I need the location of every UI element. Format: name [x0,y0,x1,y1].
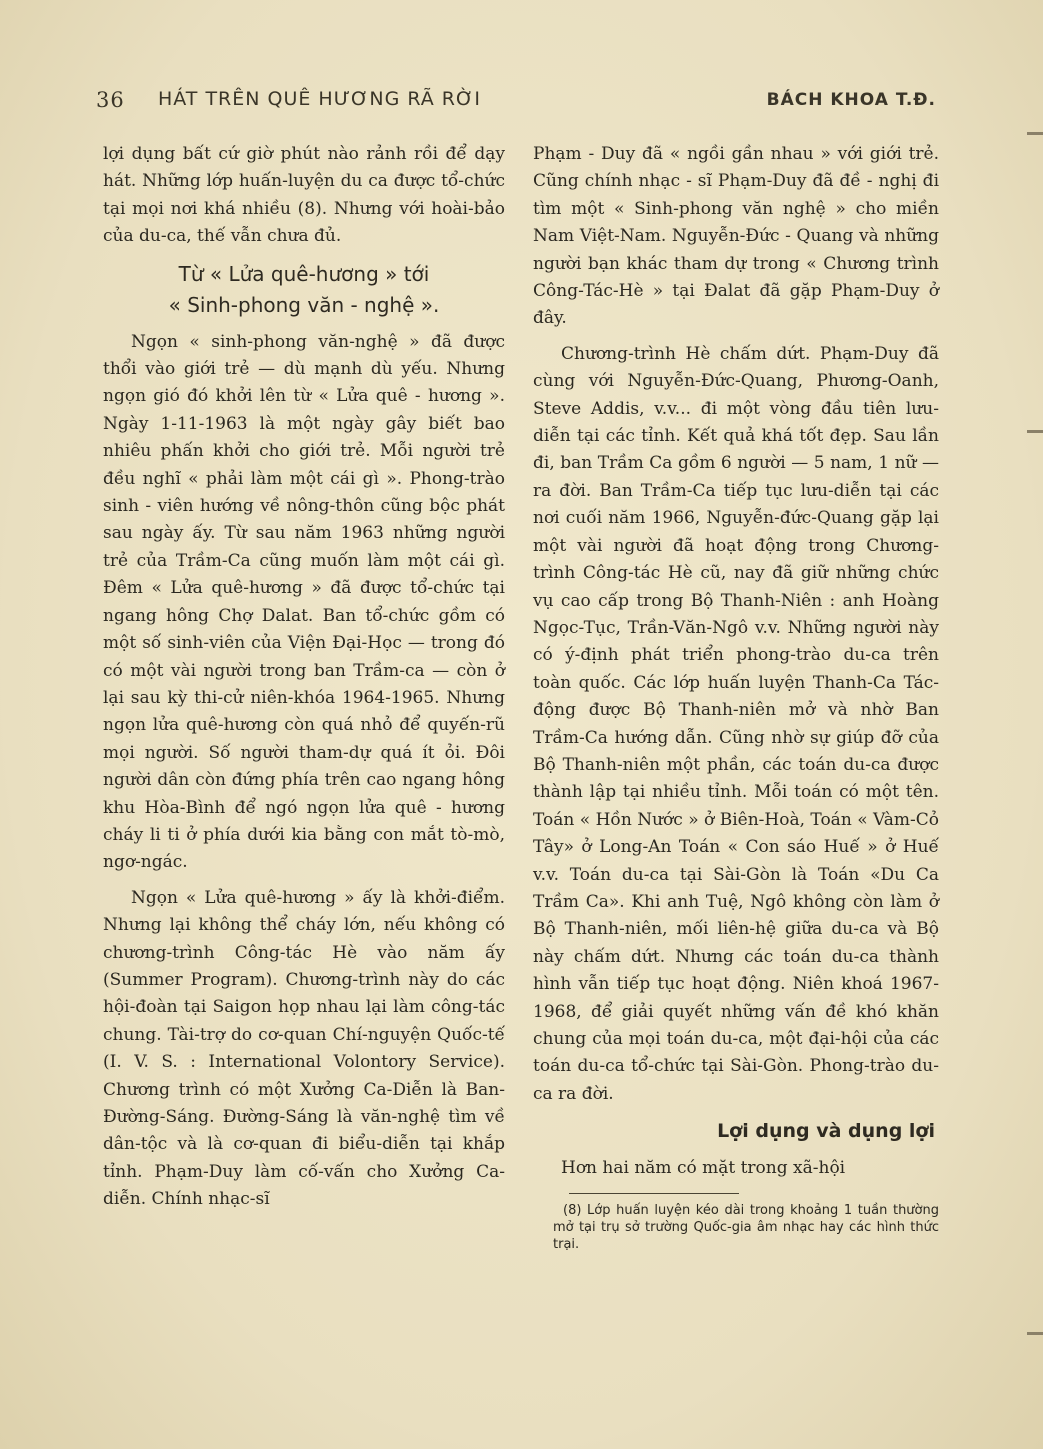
right-paragraph-2: Chương-trình Hè chấm dứt. Phạm-Duy đã cùng với Nguyễn-Đức-Quang, Phương-Oanh, Steve Addis, v.v... đi một vòng đầu tiên lưu-diễn tại các tỉnh. Kết quả khá tốt đẹp. Sau lần đi, ban Trầm Ca gồm 6 người — 5 nam, 1 nữ — ra đời. Ban Trầm-Ca tiếp tục lưu-diễn tại các nơi cuối năm 1966, Nguyễn-đức-Quang gặp lại một vài người đã hoạt động trong Chương-trình Công-tác Hè cũ, nay đã giữ những chức vụ cao cấp trong Bộ Thanh-Niên : anh Hoàng Ngọc-Tục, Trần-Văn-Ngô v.v. Những người này có ý-định phát triển phong-trào du-ca trên toàn quốc. Các lớp huấn luyện Thanh-Ca Tác-động được Bộ Thanh-niên mở và nhờ Ban Trầm-Ca hướng dẫn. Cũng nhờ sự giúp đỡ của Bộ Thanh-niên một phần, các toán du-ca được thành lập tại nhiều tỉnh. Mỗi toán có một tên. Toán « Hồn Nước » ở Biên-Hoà, Toán « Vàm-Cỏ Tây» ở Long-An Toán « Con sáo Huế » ở Huế v.v. Toán du-ca tại Sài-Gòn là Toán «Du Ca Trầm Ca». Khi anh Tuệ, Ngô không còn làm ở Bộ Thanh-niên, mối liên-hệ giữa du-ca và Bộ này chấm dứt. Nhưng các toán du-ca thành hình vẫn tiếp tục hoạt động. Niên khoá 1967-1968, để giải quyết những vấn đề khó khăn chung của mọi toán du-ca, một đại-hội của các toán du-ca tổ-chức tại Sài-Gòn. Phong-trào du-ca ra đời. [533,343,939,1104]
section-heading-line-1: Từ « Lửa quê-hương » tới [178,261,430,286]
page-edge-mark [1027,132,1043,135]
left-paragraph-3: Ngọn « Lửa quê-hương » ấy là khởi-điểm. Nhưng lại không thể cháy lớn, nếu không có chương-trình Công-tác Hè vào năm ấy (Summer Program). Chương-trình này do các hội-đoàn tại Saigon họp nhau lại làm công-tác chung. Tài-trợ do cơ-quan Chí-nguyện Quốc-tế (I. V. S. : International Volontory Service). Chương trình có một Xưởng Ca-Diễn là Ban-Đường-Sáng. Đường-Sáng là văn-nghệ tìm về dân-tộc và là cơ-quan đi biểu-diễn tại khắp tỉnh. Phạm-Duy làm cố-vấn cho Xưởng Ca-diễn. Chính nhạc-sĩ [103,887,505,1210]
section-heading-lua-que-huong [103,259,505,321]
right-paragraph-1: Phạm - Duy đã « ngồi gần nhau » với giới trẻ. Cũng chính nhạc - sĩ Phạm-Duy đã đề - nghị đi tìm một « Sinh-phong văn nghệ » cho miền Nam Việt-Nam. Nguyễn-Đức - Quang và những người bạn khác tham dự trong « Chương trình Công-Tác-Hè » tại Đalat đã gặp Phạm-Duy ở đây. [533,144,939,329]
left-paragraph-2: Ngọn « sinh-phong văn-nghệ » đã được thổi vào giới trẻ — dù mạnh dù yếu. Nhưng ngọn gió đó khởi lên từ « Lửa quê - hương ». Ngày 1-11-1963 là một ngày gây biết bao nhiêu phấn khởi cho giới trẻ. Mỗi người trẻ đều nghĩ « phải làm một cái gì ». Phong-trào sinh - viên hướng về nông-thôn cũng bộc phát sau ngày ấy. Từ sau năm 1963 những người trẻ của Trầm-Ca cũng muốn làm một cái gì. Đêm « Lửa quê-hương » đã được tổ-chức tại ngang hông Chợ Dalat. Ban tổ-chức gồm có một số sinh-viên của Viện Đại-Học — trong đó có một vài người trong ban Trầm-ca — còn ở lại sau kỳ thi-cử niên-khóa 1964-1965. Nhưng ngọn lửa quê-hương còn quá nhỏ để quyến-rũ mọi người. Số người tham-dự quá ít ỏi. Đôi người dân còn đứng phía trên cao ngang hông khu Hòa-Bình để ngó ngọn lửa quê - hương cháy li ti ở phía dưới kia bằng con mắt tò-mò, ngơ-ngác. [103,331,505,873]
left-paragraph-1: lợi dụng bất cứ giờ phút nào rảnh rồi để dạy hát. Những lớp huấn-luyện du ca được tổ-chức tại mọi nơi khá nhiều (8). Nhưng với hoài-bảo của du-ca, thế vẫn chưa đủ. [103,144,505,247]
page-edge-mark [1027,430,1043,433]
page-number: 36 [96,88,125,112]
section-heading-line-2: « Sinh-phong văn - nghệ ». [168,292,440,317]
running-title: HÁT TRÊN QUÊ HƯƠNG RÃ RỜI [158,88,481,110]
footnote-divider [569,1193,739,1194]
page-header [96,84,936,114]
section-heading-loi-dung: Lợi dụng và dụng lợi [717,1120,935,1143]
left-column [103,141,505,1222]
footnote: (8) Lớp huấn luyện kéo dài trong khoảng 1 tuần thường mở tại trụ sở trường Quốc-gia âm nhạc hay các hình thức trại. [553,1202,939,1252]
right-column [533,141,939,1253]
magazine-name: BÁCH KHOA T.Đ. [766,90,936,110]
right-paragraph-3: Hơn hai năm có mặt trong xã-hội [561,1158,846,1179]
page-edge-mark [1027,1332,1043,1335]
